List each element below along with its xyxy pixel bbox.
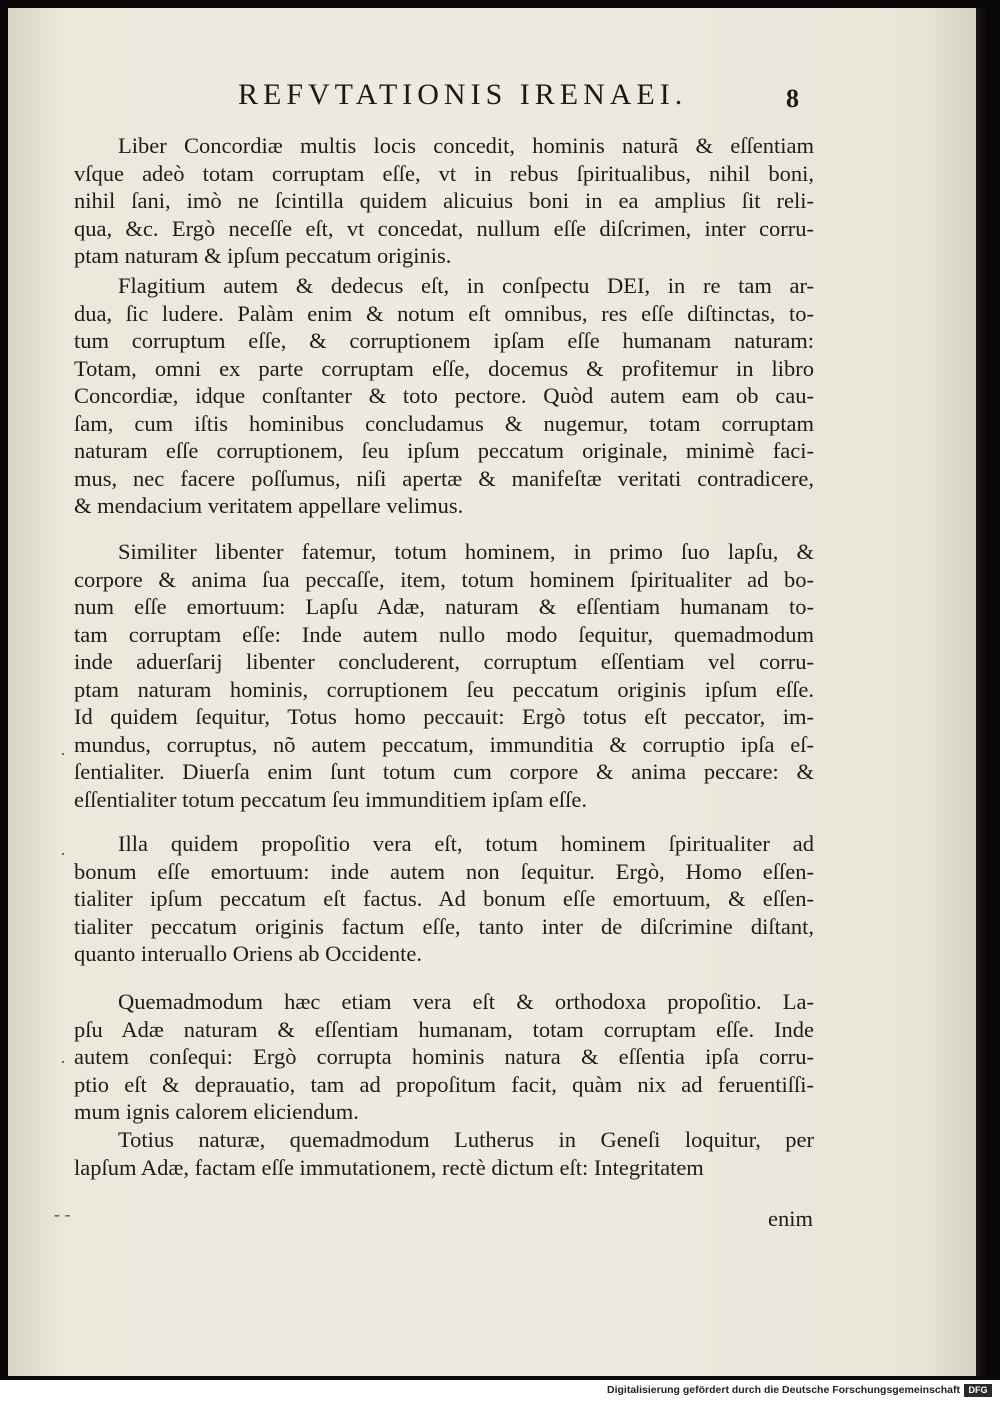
paragraph [74,538,814,813]
dfg-logo: DFG [964,1384,992,1397]
text-line: quanto interuallo Oriens ab Occidente. [74,941,423,966]
text-line: autem conſequi: Ergò corrupta hominis natura & eſſentia ipſa corru- [74,1044,814,1069]
margin-mark: · [60,744,66,764]
page-number: 8 [786,84,799,113]
text-line: ptio eſt & deprauatio, tam ad propoſitum facit, quàm nix ad feruentiſſi- [74,1071,814,1097]
text-line: ptam naturam & ipſum peccatum originis. [74,243,452,268]
text-line: Totam, omni ex parte corruptam eſſe, docemus & profitemur in libro [74,355,814,381]
text-line: corpore & anima ſua peccaſſe, item, totum hominem ſpiritualiter ad bo- [74,566,814,592]
text-line: mundus, corruptus, nõ autem peccatum, immunditia & corruptio ipſa eſ- [74,731,814,757]
footer-bar [0,1380,1000,1402]
text-line: ſam, cum iſtis hominibus concludamus & nugemur, totam corruptam [74,410,814,436]
text-line: ptam naturam hominis, corruptionem ſeu peccatum originis ipſum eſſe. [74,676,814,702]
margin-mark: - - [54,1204,71,1224]
text-line: mum ignis calorem eliciendum. [74,1099,359,1124]
text-line: Flagitium autem & dedecus eſt, in conſpectu DEI, in re tam ar- [118,273,814,298]
margin-mark: · [60,844,66,864]
text-line: dua, ſic ludere. Palàm enim & notum eſt omnibus, res eſſe diſtinctas, to- [74,300,814,326]
paragraph [74,830,814,968]
paragraph [74,1126,814,1181]
text-line: mus, nec facere poſſumus, niſi apertæ & manifeſtæ veritati contradicere, [74,465,814,491]
text-line: tum corruptum eſſe, & corruptionem ipſam eſſe humanam naturam: [74,328,814,353]
text-line: Concordiæ, idque conſtanter & toto pectore. Quòd autem eam ob cau- [74,383,814,408]
text-line: Liber Concordiæ multis locis concedit, hominis naturã & eſſentiam [118,133,814,158]
text-line: vſque adeò totam corruptam eſſe, vt in rebus ſpiritualibus, nihil boni, [74,160,814,186]
text-line: nihil ſani, imò ne ſcintilla quidem alicuius boni in ea amplius ſit reli- [74,188,814,213]
paragraph [74,132,814,270]
text-line: lapſum Adæ, factam eſſe immutationem, rectè dictum eſt: Integritatem [74,1154,704,1180]
text-line: Illa quidem propoſitio vera eſt, totum hominem ſpiritualiter ad [118,831,814,856]
text-line: tialiter ipſum peccatum eſt factus. Ad bonum eſſe emortuum, & eſſen- [74,886,814,911]
catchword: enim [768,1206,813,1231]
text-line: Totius naturæ, quemadmodum Lutherus in Geneſi loquitur, per [118,1127,814,1152]
paragraph [74,988,814,1126]
text-line: tam corruptam eſſe: Inde autem nullo modo ſequitur, quemadmodum [74,621,814,647]
text-line: & mendacium veritatem appellare velimus. [74,493,464,518]
text-line: Quemadmodum hæc etiam vera eſt & orthodoxa propoſitio. La- [118,989,814,1014]
text-line: ſentialiter. Diuerſa enim ſunt totum cum corpore & anima peccare: & [74,759,814,784]
funding-credit: Digitalisierung gefördert durch die Deutsche Forschungsgemeinschaft [607,1384,960,1396]
running-head: REFVTATIONIS IRENAEI. [238,78,688,111]
page-edge [976,8,990,1376]
text-line: Similiter libenter fatemur, totum hominem, in primo ſuo lapſu, & [118,539,814,564]
text-line: eſſentialiter totum peccatum ſeu immunditiem ipſam eſſe. [74,786,587,812]
text-line: tialiter peccatum originis factum eſſe, tanto inter de diſcrimine diſtant, [74,913,814,939]
text-line: naturam eſſe corruptionem, ſeu ipſum peccatum originale, minimè faci- [74,438,814,463]
text-line: inde aduerſarij libenter concluderent, corruptum eſſentiam vel corru- [74,649,814,674]
text-line: bonum eſſe emortuum: inde autem non ſequitur. Ergò, Homo eſſen- [74,858,814,884]
text-line: num eſſe emortuum: Lapſu Adæ, naturam & eſſentiam humanam to- [74,594,814,619]
text-line: Id quidem ſequitur, Totus homo peccauit: Ergò totus eſt peccator, im- [74,704,814,729]
paragraph [74,272,814,520]
margin-mark: · [60,1052,66,1072]
book-page [8,8,976,1376]
text-line: qua, &c. Ergò neceſſe eſt, vt concedat, nullum eſſe diſcrimen, inter corru- [74,215,814,241]
text-line: pſu Adæ naturam & eſſentiam humanam, totam corruptam eſſe. Inde [74,1016,814,1042]
